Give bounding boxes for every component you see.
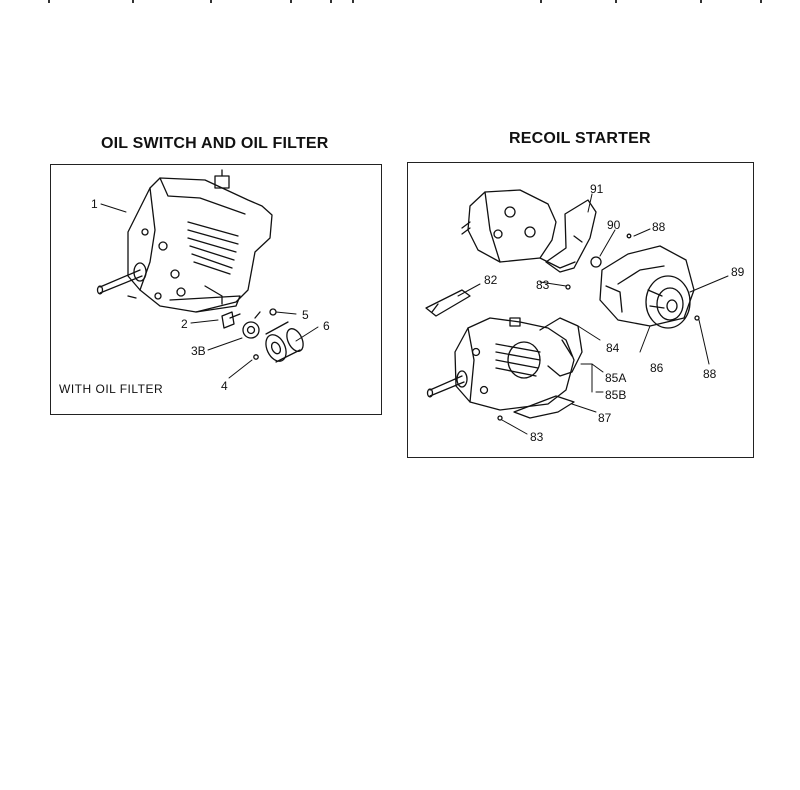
part-label: 87 [598, 411, 612, 425]
part-label: 85A [605, 371, 627, 385]
oil-filter-parts [222, 309, 306, 364]
part-label: 89 [731, 265, 745, 279]
part-label: 83 [530, 430, 544, 444]
part-label: 5 [302, 308, 309, 322]
engine-illustration-lower-right [428, 318, 583, 410]
part-label: 4 [221, 379, 228, 393]
part-label: 85B [605, 388, 627, 402]
engine-illustration-upper-right [462, 190, 596, 272]
part-label: 3B [191, 344, 206, 358]
part-label: 88 [652, 220, 666, 234]
part-label: 90 [607, 218, 621, 232]
part-label: 83 [536, 278, 550, 292]
part-label: 1 [91, 197, 98, 211]
part-label: 84 [606, 341, 620, 355]
part-label: 91 [590, 182, 604, 196]
part-label: 2 [181, 317, 188, 331]
oil-section-title: OIL SWITCH AND OIL FILTER [101, 135, 329, 152]
part-label: 86 [650, 361, 664, 375]
recoil-starter-assembly [591, 234, 699, 328]
part-label: 6 [323, 319, 330, 333]
part-label: 82 [484, 273, 498, 287]
recoil-section-title: RECOIL STARTER [509, 130, 651, 147]
oil-filter-note: WITH OIL FILTER [59, 382, 164, 396]
part-label: 88 [703, 367, 717, 381]
engine-illustration-left [98, 170, 273, 312]
